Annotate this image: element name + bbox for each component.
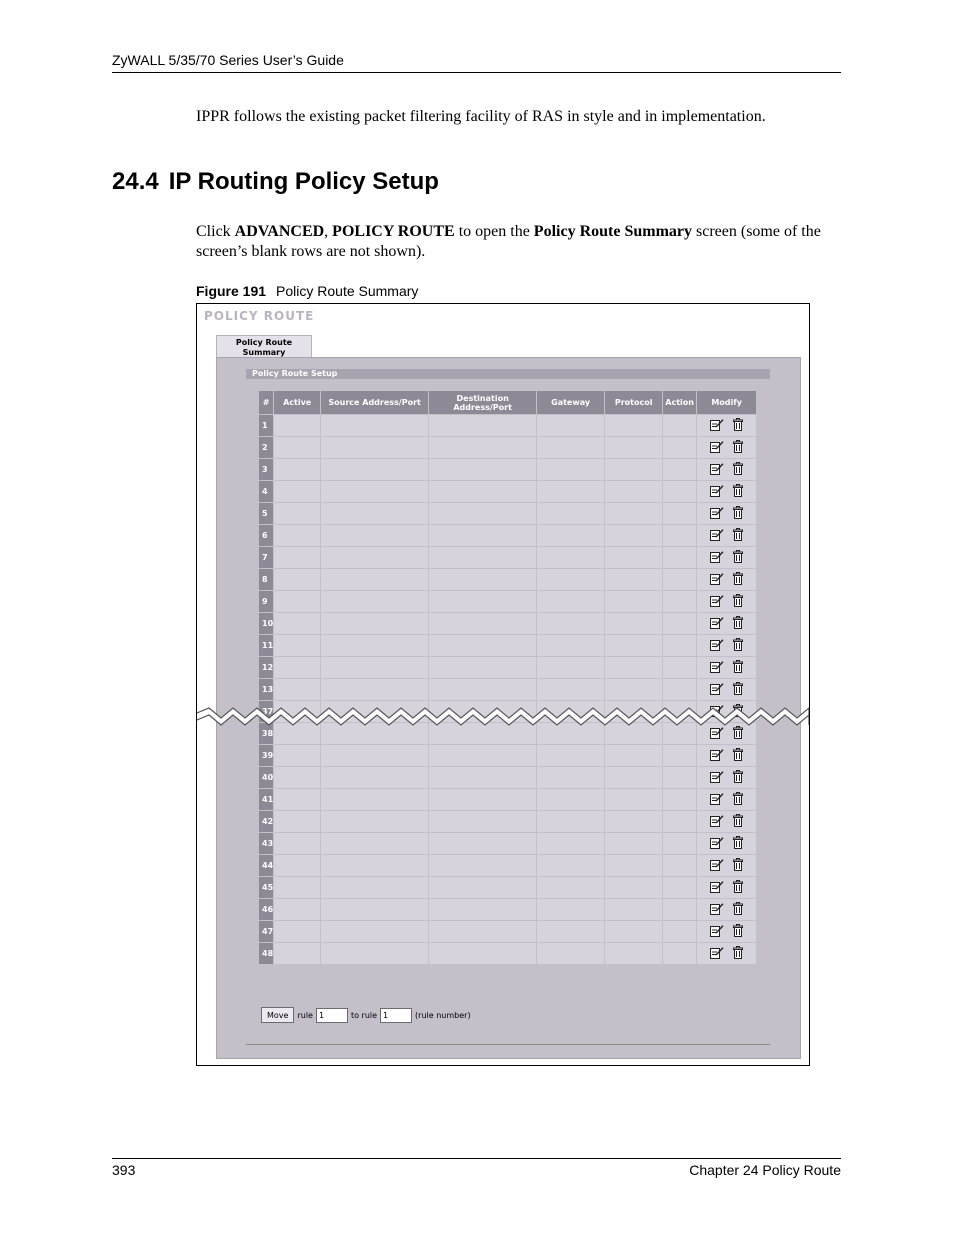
table-cell xyxy=(321,899,429,921)
running-header: ZyWALL 5/35/70 Series User’s Guide xyxy=(112,52,344,68)
edit-icon[interactable] xyxy=(710,418,724,431)
table-cell xyxy=(274,481,321,503)
modify-cell xyxy=(697,811,757,833)
modify-cell xyxy=(697,943,757,965)
table-cell xyxy=(321,525,429,547)
table-cell xyxy=(537,877,605,899)
column-header: # xyxy=(259,391,274,415)
table-cell xyxy=(537,437,605,459)
table-cell xyxy=(605,679,663,701)
table-cell xyxy=(663,547,697,569)
table-cell xyxy=(537,503,605,525)
table-cell xyxy=(605,547,663,569)
table-cell xyxy=(663,415,697,437)
delete-icon[interactable] xyxy=(733,440,743,453)
table-cell xyxy=(321,745,429,767)
move-button[interactable]: Move xyxy=(261,1007,294,1023)
table-cell xyxy=(537,525,605,547)
table-cell xyxy=(321,569,429,591)
table-cell xyxy=(321,437,429,459)
figure-screenshot xyxy=(196,303,810,1066)
table-cell xyxy=(274,635,321,657)
column-header: Protocol xyxy=(605,391,663,415)
table-row xyxy=(259,569,757,591)
table-cell xyxy=(429,833,537,855)
table-cell xyxy=(321,855,429,877)
table-cell xyxy=(663,833,697,855)
delete-icon[interactable] xyxy=(733,638,743,651)
modify-cell xyxy=(697,459,757,481)
modify-cell xyxy=(697,679,757,701)
edit-icon[interactable] xyxy=(710,550,724,563)
row-number: 47 xyxy=(259,921,274,943)
table-cell xyxy=(321,943,429,965)
table-cell xyxy=(605,833,663,855)
table-cell xyxy=(274,833,321,855)
modify-cell xyxy=(697,877,757,899)
edit-icon[interactable] xyxy=(710,902,724,915)
row-number: 6 xyxy=(259,525,274,547)
table-cell xyxy=(663,481,697,503)
delete-icon[interactable] xyxy=(733,506,743,519)
column-header: Source Address/Port xyxy=(321,391,429,415)
table-cell xyxy=(321,833,429,855)
table-row xyxy=(259,503,757,525)
table-row xyxy=(259,657,757,679)
table-row xyxy=(259,921,757,943)
row-number: 43 xyxy=(259,833,274,855)
delete-icon[interactable] xyxy=(733,594,743,607)
column-header: Action xyxy=(663,391,697,415)
modify-cell xyxy=(697,657,757,679)
policy-route-table xyxy=(258,390,757,965)
table-cell xyxy=(605,745,663,767)
edit-icon[interactable] xyxy=(710,880,724,893)
modify-cell xyxy=(697,613,757,635)
column-header: Active xyxy=(274,391,321,415)
table-cell xyxy=(663,789,697,811)
edit-icon[interactable] xyxy=(710,660,724,673)
body-bold: POLICY ROUTE xyxy=(332,223,455,240)
table-cell xyxy=(537,547,605,569)
intro-paragraph: IPPR follows the existing packet filtering facility of RAS in style and in implementation. xyxy=(196,108,766,125)
table-cell xyxy=(605,635,663,657)
table-cell xyxy=(537,943,605,965)
table-cell xyxy=(605,481,663,503)
delete-icon[interactable] xyxy=(733,462,743,475)
modify-cell xyxy=(697,569,757,591)
table-row xyxy=(259,547,757,569)
table-cell xyxy=(663,877,697,899)
modify-cell xyxy=(697,855,757,877)
table-row xyxy=(259,591,757,613)
modify-cell xyxy=(697,547,757,569)
table-cell xyxy=(321,613,429,635)
table-cell xyxy=(274,525,321,547)
table-row xyxy=(259,635,757,657)
table-cell xyxy=(537,767,605,789)
delete-icon[interactable] xyxy=(733,946,743,959)
table-cell xyxy=(429,547,537,569)
edit-icon[interactable] xyxy=(710,924,724,937)
row-number: 5 xyxy=(259,503,274,525)
table-cell xyxy=(537,481,605,503)
table-cell xyxy=(663,811,697,833)
table-cell xyxy=(274,657,321,679)
row-number: 37 xyxy=(259,701,274,723)
row-number: 44 xyxy=(259,855,274,877)
row-number: 10 xyxy=(259,613,274,635)
figure-caption xyxy=(196,283,418,299)
row-number: 48 xyxy=(259,943,274,965)
figure-caption-text: Policy Route Summary xyxy=(276,283,419,299)
modify-cell xyxy=(697,745,757,767)
table-cell xyxy=(321,811,429,833)
delete-icon[interactable] xyxy=(733,550,743,563)
table-cell xyxy=(537,679,605,701)
delete-icon[interactable] xyxy=(733,902,743,915)
modify-cell xyxy=(697,591,757,613)
table-row xyxy=(259,877,757,899)
table-cell xyxy=(429,855,537,877)
table-cell xyxy=(663,437,697,459)
table-cell xyxy=(274,767,321,789)
table-cell xyxy=(663,503,697,525)
move-rule-row xyxy=(261,1007,474,1023)
row-number: 46 xyxy=(259,899,274,921)
table-cell xyxy=(537,613,605,635)
row-number: 2 xyxy=(259,437,274,459)
edit-icon[interactable] xyxy=(710,792,724,805)
edit-icon[interactable] xyxy=(710,616,724,629)
table-cell xyxy=(663,591,697,613)
table-cell xyxy=(429,415,537,437)
delete-icon[interactable] xyxy=(733,770,743,783)
table-cell xyxy=(429,789,537,811)
table-cell xyxy=(321,481,429,503)
row-number: 45 xyxy=(259,877,274,899)
table-cell xyxy=(537,811,605,833)
table-cell xyxy=(274,547,321,569)
row-number: 13 xyxy=(259,679,274,701)
table-cell xyxy=(429,635,537,657)
row-number: 40 xyxy=(259,767,274,789)
delete-icon[interactable] xyxy=(733,572,743,585)
table-cell xyxy=(321,503,429,525)
table-cell xyxy=(429,591,537,613)
figure-number: Figure 191 xyxy=(196,283,267,299)
table-row xyxy=(259,811,757,833)
table-cell xyxy=(537,459,605,481)
table-cell xyxy=(663,855,697,877)
table-cell xyxy=(537,921,605,943)
table-cell xyxy=(605,591,663,613)
table-cell xyxy=(274,437,321,459)
table-cell xyxy=(537,833,605,855)
delete-icon[interactable] xyxy=(733,924,743,937)
body-paragraph xyxy=(196,222,841,262)
row-number: 4 xyxy=(259,481,274,503)
edit-icon[interactable] xyxy=(710,440,724,453)
table-cell xyxy=(429,943,537,965)
modify-cell xyxy=(697,503,757,525)
table-cell xyxy=(605,877,663,899)
table-cell xyxy=(605,459,663,481)
table-cell xyxy=(605,613,663,635)
row-number: 3 xyxy=(259,459,274,481)
delete-icon[interactable] xyxy=(733,814,743,827)
table-cell xyxy=(274,921,321,943)
table-row xyxy=(259,613,757,635)
edit-icon[interactable] xyxy=(710,946,724,959)
table-cell xyxy=(605,415,663,437)
row-number: 39 xyxy=(259,745,274,767)
rule-label: rule xyxy=(297,1010,313,1020)
table-row xyxy=(259,679,757,701)
table-cell xyxy=(321,767,429,789)
table-cell xyxy=(663,745,697,767)
edit-icon[interactable] xyxy=(710,572,724,585)
delete-icon[interactable] xyxy=(733,682,743,695)
chapter-label: Chapter 24 Policy Route xyxy=(689,1162,841,1178)
section-title: IP Routing Policy Setup xyxy=(168,168,439,195)
table-cell xyxy=(537,745,605,767)
table-cell xyxy=(537,591,605,613)
table-cell xyxy=(429,767,537,789)
page-number: 393 xyxy=(112,1162,136,1178)
row-number: 12 xyxy=(259,657,274,679)
row-number: 8 xyxy=(259,569,274,591)
table-cell xyxy=(429,877,537,899)
table-cell xyxy=(663,569,697,591)
table-cell xyxy=(429,503,537,525)
delete-icon[interactable] xyxy=(733,858,743,871)
delete-icon[interactable] xyxy=(733,528,743,541)
edit-icon[interactable] xyxy=(710,484,724,497)
row-number: 11 xyxy=(259,635,274,657)
table-cell xyxy=(274,811,321,833)
table-cell xyxy=(663,459,697,481)
section-heading xyxy=(112,168,439,196)
table-cell xyxy=(605,789,663,811)
table-cell xyxy=(429,437,537,459)
edit-icon[interactable] xyxy=(710,858,724,871)
table-row xyxy=(259,481,757,503)
table-cell xyxy=(274,877,321,899)
table-cell xyxy=(274,943,321,965)
rule-from-input[interactable] xyxy=(316,1008,348,1023)
rule-to-input[interactable] xyxy=(380,1008,412,1023)
table-cell xyxy=(321,459,429,481)
row-number: 7 xyxy=(259,547,274,569)
table-row xyxy=(259,767,757,789)
column-header: Modify xyxy=(697,391,757,415)
delete-icon[interactable] xyxy=(733,836,743,849)
table-cell xyxy=(537,899,605,921)
table-cell xyxy=(429,569,537,591)
edit-icon[interactable] xyxy=(710,594,724,607)
section-number: 24.4 xyxy=(112,168,159,195)
table-cell xyxy=(321,547,429,569)
rule-number-hint: (rule number) xyxy=(415,1010,471,1020)
table-row xyxy=(259,745,757,767)
table-cell xyxy=(663,613,697,635)
modify-cell xyxy=(697,437,757,459)
table-cell xyxy=(663,921,697,943)
table-cell xyxy=(274,415,321,437)
table-cell xyxy=(605,437,663,459)
table-cell xyxy=(429,921,537,943)
table-cell xyxy=(663,767,697,789)
modify-cell xyxy=(697,833,757,855)
table-row xyxy=(259,855,757,877)
edit-icon[interactable] xyxy=(710,748,724,761)
table-cell xyxy=(605,569,663,591)
table-cell xyxy=(605,921,663,943)
table-cell xyxy=(605,525,663,547)
table-cell xyxy=(274,591,321,613)
to-rule-label: to rule xyxy=(350,1010,378,1020)
column-header: Destination Address/Port xyxy=(429,391,537,415)
screen-title: POLICY ROUTE xyxy=(204,309,315,323)
table-cell xyxy=(429,525,537,547)
table-cell xyxy=(274,789,321,811)
column-header: Gateway xyxy=(537,391,605,415)
body-bold: Policy Route Summary xyxy=(533,223,692,240)
table-cell xyxy=(274,459,321,481)
delete-icon[interactable] xyxy=(733,418,743,431)
table-cell xyxy=(274,569,321,591)
table-cell xyxy=(429,745,537,767)
table-row xyxy=(259,525,757,547)
table-cell xyxy=(321,591,429,613)
edit-icon[interactable] xyxy=(710,462,724,475)
table-cell xyxy=(321,415,429,437)
modify-cell xyxy=(697,921,757,943)
table-cell xyxy=(321,789,429,811)
table-cell xyxy=(429,613,537,635)
body-bold: ADVANCED xyxy=(234,223,325,240)
edit-icon[interactable] xyxy=(710,770,724,783)
table-cell xyxy=(429,657,537,679)
table-row xyxy=(259,899,757,921)
modify-cell xyxy=(697,635,757,657)
table-cell xyxy=(537,789,605,811)
table-cell xyxy=(537,569,605,591)
table-cell xyxy=(663,943,697,965)
modify-cell xyxy=(697,525,757,547)
modify-cell xyxy=(697,481,757,503)
body-text: Click xyxy=(196,223,235,240)
table-cell xyxy=(274,679,321,701)
delete-icon[interactable] xyxy=(733,616,743,629)
table-cell xyxy=(274,503,321,525)
table-cell xyxy=(605,899,663,921)
edit-icon[interactable] xyxy=(710,638,724,651)
table-cell xyxy=(537,415,605,437)
table-cell xyxy=(537,657,605,679)
edit-icon[interactable] xyxy=(710,814,724,827)
table-cell xyxy=(321,635,429,657)
table-cell xyxy=(321,877,429,899)
table-row xyxy=(259,459,757,481)
row-number: 38 xyxy=(259,723,274,745)
table-cell xyxy=(274,899,321,921)
table-header-row xyxy=(259,391,757,415)
bottom-divider xyxy=(246,1044,770,1045)
edit-icon[interactable] xyxy=(710,528,724,541)
table-cell xyxy=(605,657,663,679)
tab-policy-route-summary[interactable]: Policy Route Summary xyxy=(216,335,312,357)
table-cell xyxy=(605,855,663,877)
delete-icon[interactable] xyxy=(733,880,743,893)
table-row xyxy=(259,415,757,437)
delete-icon[interactable] xyxy=(733,792,743,805)
table-cell xyxy=(605,767,663,789)
row-number: 1 xyxy=(259,415,274,437)
table-cell xyxy=(429,481,537,503)
table-cell xyxy=(663,657,697,679)
table-cell xyxy=(429,459,537,481)
body-text: to open the xyxy=(454,223,534,240)
table-row xyxy=(259,437,757,459)
table-cell xyxy=(663,525,697,547)
footer-rule xyxy=(112,1158,841,1159)
edit-icon[interactable] xyxy=(710,506,724,519)
setup-title-bar: Policy Route Setup xyxy=(246,369,770,379)
table-cell xyxy=(537,855,605,877)
table-cell xyxy=(274,745,321,767)
row-number: 41 xyxy=(259,789,274,811)
delete-icon[interactable] xyxy=(733,660,743,673)
table-row xyxy=(259,943,757,965)
table-cell xyxy=(663,899,697,921)
body-text: , xyxy=(324,223,333,240)
delete-icon[interactable] xyxy=(733,484,743,497)
table-cell xyxy=(663,635,697,657)
table-cell xyxy=(429,811,537,833)
edit-icon[interactable] xyxy=(710,836,724,849)
row-number: 9 xyxy=(259,591,274,613)
modify-cell xyxy=(697,415,757,437)
table-cell xyxy=(663,679,697,701)
table-cell xyxy=(321,921,429,943)
table-cell xyxy=(274,855,321,877)
table-cell xyxy=(605,943,663,965)
modify-cell xyxy=(697,899,757,921)
table-row xyxy=(259,833,757,855)
body-text: screen (some of the screen’s blank rows are not shown). xyxy=(196,223,821,260)
page-break-tear xyxy=(197,703,809,729)
table-cell xyxy=(321,657,429,679)
table-cell xyxy=(537,635,605,657)
row-number: 42 xyxy=(259,811,274,833)
delete-icon[interactable] xyxy=(733,748,743,761)
modify-cell xyxy=(697,789,757,811)
table-cell xyxy=(605,811,663,833)
table-row xyxy=(259,789,757,811)
table-cell xyxy=(605,503,663,525)
edit-icon[interactable] xyxy=(710,682,724,695)
table-cell xyxy=(429,679,537,701)
table-cell xyxy=(429,899,537,921)
table-cell xyxy=(321,679,429,701)
header-rule xyxy=(112,72,841,73)
table-cell xyxy=(274,613,321,635)
modify-cell xyxy=(697,767,757,789)
